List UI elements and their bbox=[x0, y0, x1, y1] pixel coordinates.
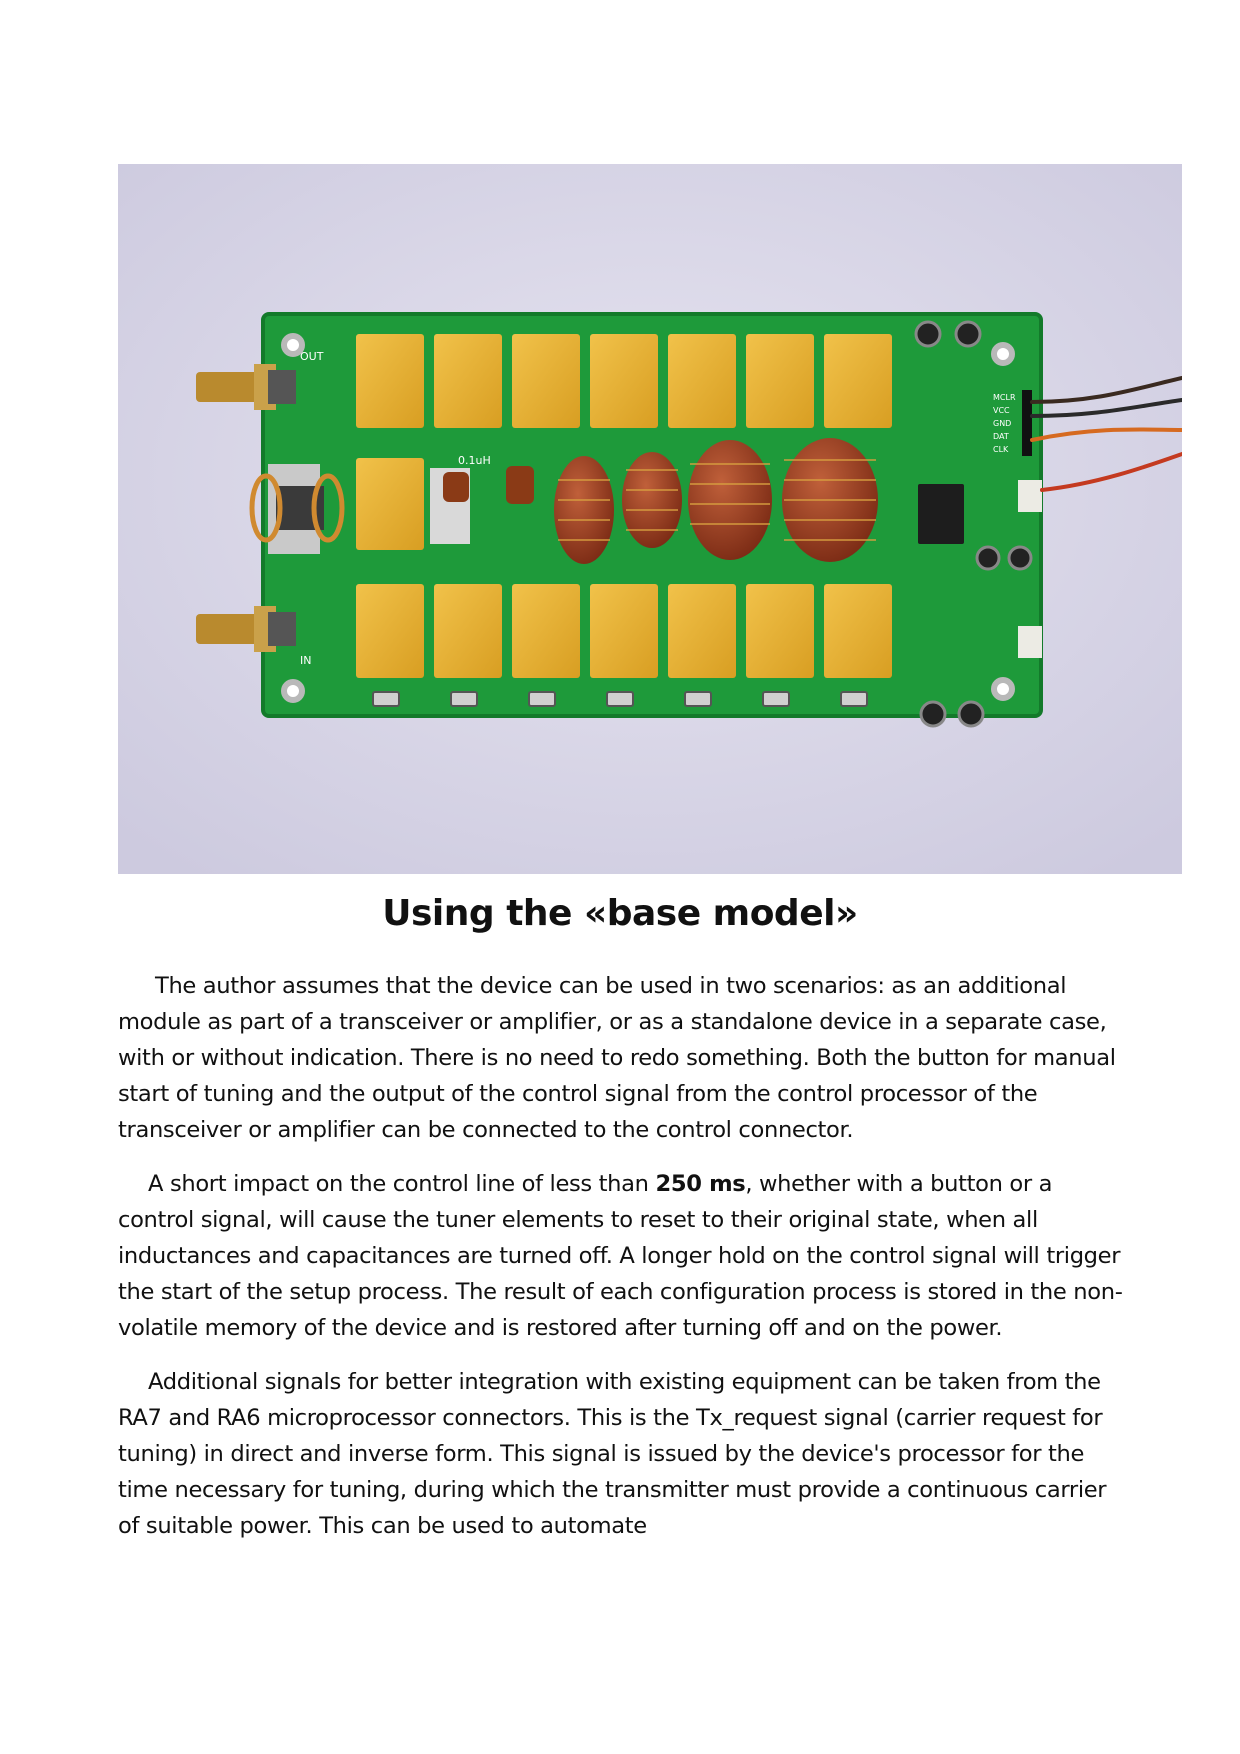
duration-value: 250 ms bbox=[655, 1171, 746, 1197]
label-vcc: VCC bbox=[993, 406, 1010, 415]
label-dat: DAT bbox=[993, 432, 1009, 441]
paragraph-2-rest: , whether with a button or a control signal, will cause the tuner elements to reset to their original state, when all inductances and capacitances are turned off. A longer hold on the control signal will trigger the start of the setup process. The result of each configuration process is stored in the non-volatile memory of the device and is restored after turning off and on the power. bbox=[118, 1171, 1123, 1341]
microcontroller bbox=[918, 484, 964, 544]
paragraph-2-start: A short impact on the control line of less than bbox=[148, 1171, 656, 1197]
pcb-photo bbox=[118, 164, 1182, 874]
body-text bbox=[118, 968, 1128, 1562]
relay-middle bbox=[356, 458, 424, 550]
label-out: OUT bbox=[300, 350, 324, 363]
label-clk: CLK bbox=[993, 445, 1009, 454]
section-heading: Using the «base model» bbox=[382, 893, 858, 934]
paragraph-3: Additional signals for better integration with existing equipment can be taken from the RA7 and RA6 microprocessor connectors. This is the Tx_request signal (carrier request for tuning) in direct and inverse form. This signal is issued by the device's processor for the time necessary for tuning, during which the transmitter must provide a continuous carrier of suitable power. This can be used to automate bbox=[118, 1369, 1107, 1539]
relay-row-top bbox=[356, 334, 892, 428]
label-inductance: 0.1uH bbox=[458, 454, 491, 467]
paragraph-1: The author assumes that the device can be used in two scenarios: as an additional module as part of a transceiver or amplifier, or as a standalone device in a separate case, with or without indication. There is no need to redo something. Both the button for manual start of tuning and the output of the control signal from the control processor of the transceiver or amplifier can be connected to the control connector. bbox=[118, 973, 1116, 1143]
label-in: IN bbox=[300, 654, 312, 667]
label-mclr: MCLR bbox=[993, 393, 1016, 402]
relay-row-bottom bbox=[356, 584, 892, 678]
paragraph-2 bbox=[118, 1166, 1128, 1346]
label-gnd: GND bbox=[993, 419, 1012, 428]
pcb-illustration bbox=[118, 164, 1182, 874]
